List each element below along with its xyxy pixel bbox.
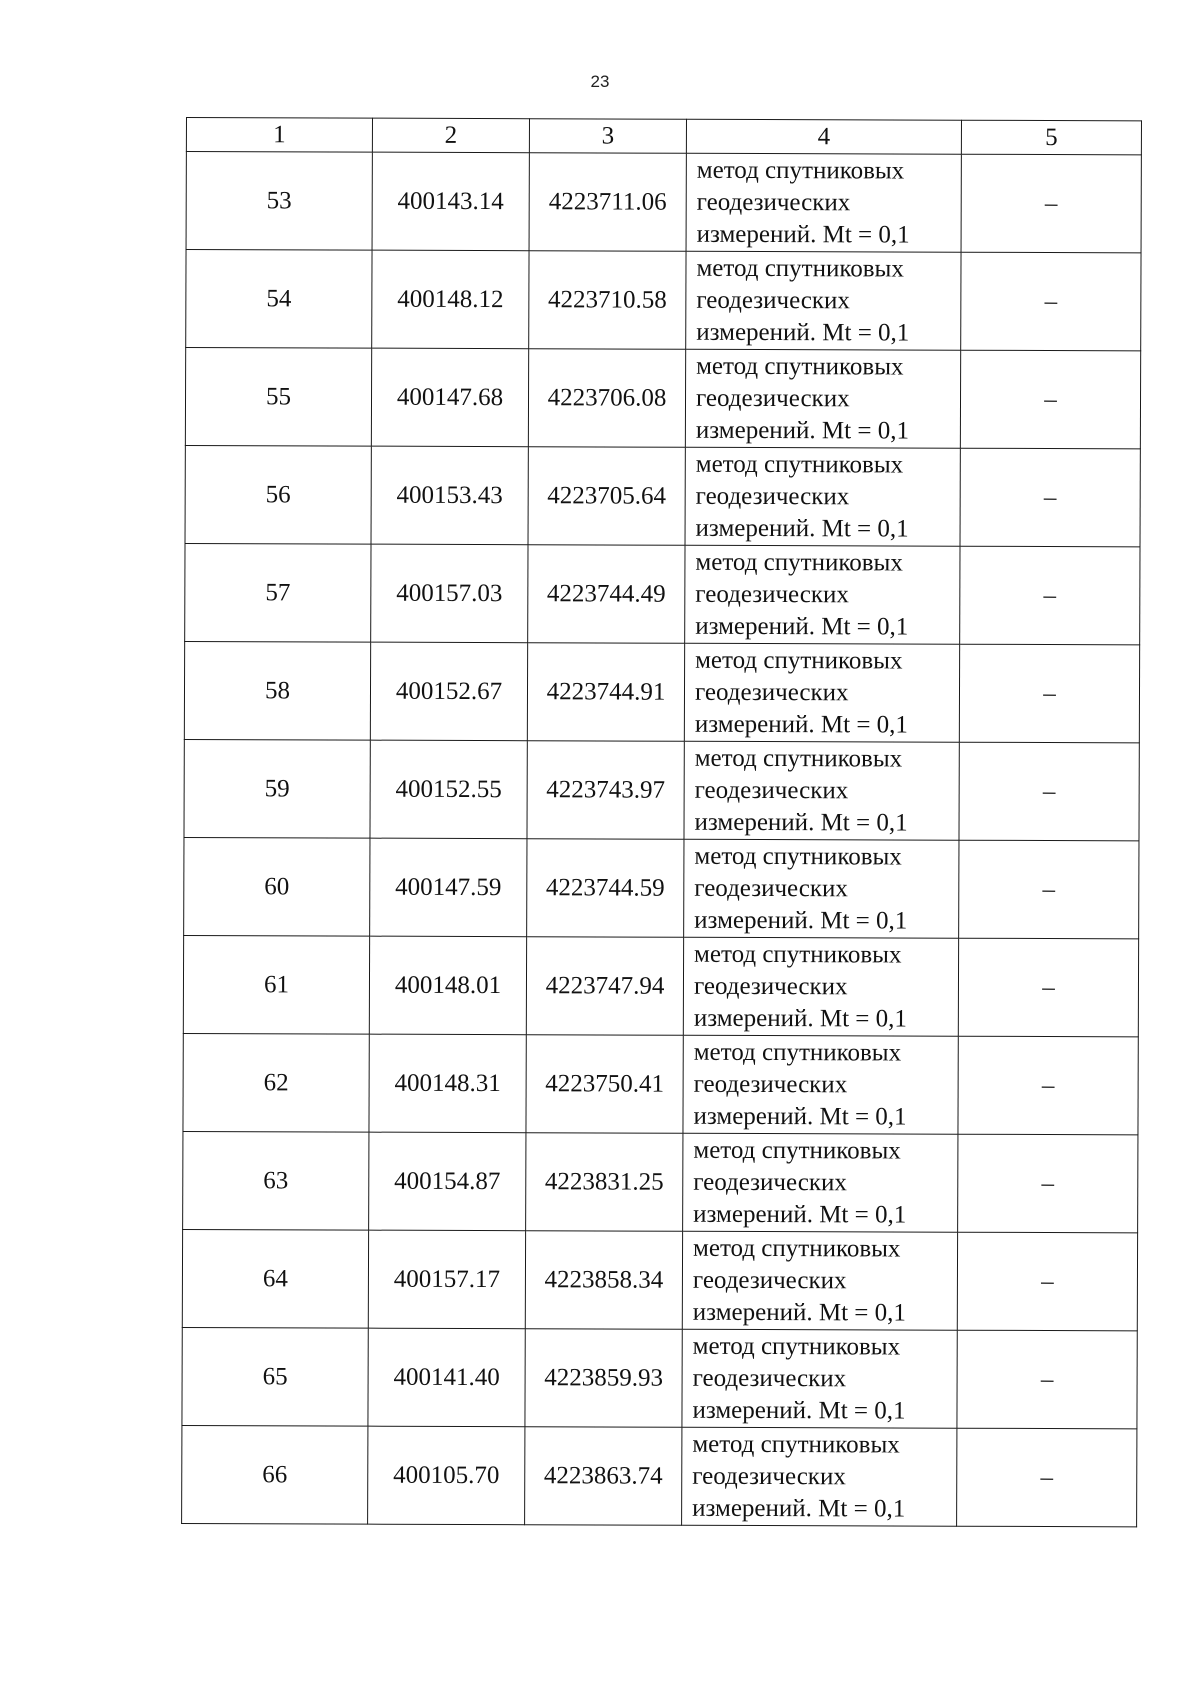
method-cell — [686, 153, 961, 252]
y-coordinate-cell: 4223744.91 — [527, 643, 684, 742]
note-cell: – — [958, 1134, 1138, 1233]
method-cell — [682, 1329, 957, 1428]
column-header: 2 — [372, 118, 529, 153]
method-cell — [683, 937, 958, 1036]
method-line: измерений. Mt = 0,1 — [695, 416, 910, 445]
method-line: метод спутниковых — [696, 352, 904, 381]
method-line: геодезических — [694, 776, 849, 804]
method-line: геодезических — [692, 1364, 847, 1392]
note-cell: – — [960, 448, 1140, 547]
method-line: геодезических — [692, 1266, 847, 1294]
point-number-cell: 58 — [184, 641, 370, 740]
x-coordinate-cell: 400157.03 — [371, 544, 528, 643]
x-coordinate-cell: 400152.67 — [370, 642, 527, 741]
method-line: измерений. Mt = 0,1 — [693, 1102, 907, 1131]
note-cell: – — [961, 252, 1141, 351]
method-line: геодезических — [693, 1070, 848, 1098]
column-header: 5 — [961, 120, 1141, 155]
x-coordinate-cell: 400147.68 — [371, 348, 528, 447]
y-coordinate-cell: 4223750.41 — [526, 1035, 683, 1134]
method-cell — [684, 839, 959, 938]
table-row — [186, 250, 1141, 351]
method-line: метод спутниковых — [695, 450, 904, 479]
table-row — [185, 445, 1140, 546]
method-line: метод спутниковых — [695, 548, 903, 577]
method-line: измерений. Mt = 0,1 — [692, 1298, 906, 1327]
point-number-cell: 62 — [183, 1033, 369, 1132]
method-cell — [683, 1035, 958, 1134]
note-cell: – — [957, 1232, 1137, 1331]
method-line: метод спутниковых — [696, 254, 904, 283]
method-line: метод спутниковых — [692, 1332, 901, 1361]
x-coordinate-cell: 400147.59 — [370, 838, 527, 937]
table-row — [185, 348, 1140, 449]
method-line: метод спутниковых — [693, 1136, 901, 1165]
point-number-cell: 65 — [182, 1327, 368, 1426]
method-line: метод спутниковых — [694, 940, 902, 969]
x-coordinate-cell: 400148.01 — [369, 936, 526, 1035]
y-coordinate-cell: 4223743.97 — [527, 741, 684, 840]
method-line: геодезических — [692, 1462, 846, 1490]
x-coordinate-cell: 400157.17 — [368, 1230, 525, 1329]
point-number-cell: 63 — [183, 1131, 369, 1230]
method-line: измерений. Mt = 0,1 — [695, 514, 909, 543]
column-header: 3 — [529, 119, 686, 154]
method-line: измерений. Mt = 0,1 — [694, 808, 908, 837]
note-cell: – — [961, 154, 1141, 253]
method-cell — [686, 251, 961, 350]
method-line: измерений. Mt = 0,1 — [695, 612, 909, 641]
method-line: измерений. Mt = 0,1 — [692, 1396, 906, 1425]
method-line: метод спутниковых — [695, 646, 903, 675]
note-cell: – — [960, 546, 1140, 645]
method-line: метод спутниковых — [693, 1234, 901, 1263]
x-coordinate-cell: 400141.40 — [368, 1328, 525, 1427]
note-cell: – — [957, 1428, 1137, 1527]
table-row — [186, 152, 1141, 253]
y-coordinate-cell: 4223831.25 — [526, 1133, 683, 1232]
y-coordinate-cell: 4223744.49 — [528, 545, 685, 644]
y-coordinate-cell: 4223711.06 — [529, 153, 686, 252]
coordinates-table — [181, 117, 1142, 1527]
table-row — [183, 1033, 1138, 1134]
method-line: метод спутниковых — [696, 156, 905, 185]
method-cell — [682, 1427, 957, 1526]
point-number-cell: 59 — [184, 739, 370, 838]
method-line: метод спутниковых — [694, 842, 902, 871]
column-header: 4 — [686, 119, 961, 154]
y-coordinate-cell: 4223705.64 — [528, 447, 685, 546]
table-row — [184, 837, 1139, 938]
table-row — [183, 935, 1138, 1036]
x-coordinate-cell: 400105.70 — [368, 1426, 525, 1525]
y-coordinate-cell: 4223747.94 — [526, 937, 683, 1036]
point-number-cell: 56 — [185, 445, 371, 544]
method-line: измерений. Mt = 0,1 — [696, 318, 910, 347]
note-cell: – — [960, 350, 1140, 449]
method-line: измерений. Mt = 0,1 — [696, 220, 910, 249]
page-number: 23 — [590, 72, 610, 91]
note-cell: – — [957, 1330, 1137, 1429]
method-line: геодезических — [693, 972, 848, 1000]
table-body — [182, 152, 1142, 1527]
method-line: геодезических — [694, 874, 848, 902]
y-coordinate-cell: 4223858.34 — [525, 1231, 682, 1330]
x-coordinate-cell: 400148.31 — [369, 1034, 526, 1133]
point-number-cell: 53 — [186, 152, 372, 251]
method-line: геодезических — [695, 580, 849, 608]
method-line: измерений. Mt = 0,1 — [692, 1494, 906, 1523]
column-header: 1 — [186, 118, 372, 153]
method-line: метод спутниковых — [692, 1430, 900, 1458]
method-line: измерений. Mt = 0,1 — [693, 1004, 907, 1033]
method-cell — [685, 447, 960, 546]
method-cell — [685, 545, 960, 644]
point-number-cell: 61 — [183, 935, 369, 1034]
table-row — [182, 1229, 1137, 1330]
y-coordinate-cell: 4223710.58 — [529, 251, 686, 350]
note-cell: – — [958, 1036, 1138, 1135]
table-row — [182, 1425, 1137, 1526]
method-cell — [685, 349, 960, 448]
method-line: измерений. Mt = 0,1 — [694, 906, 908, 935]
method-line: метод спутниковых — [694, 744, 903, 773]
method-line: геодезических — [693, 1168, 847, 1196]
method-line: геодезических — [695, 482, 850, 510]
x-coordinate-cell: 400148.12 — [372, 250, 529, 349]
x-coordinate-cell: 400152.55 — [370, 740, 527, 839]
method-line: геодезических — [695, 384, 850, 412]
y-coordinate-cell: 4223706.08 — [528, 349, 685, 448]
note-cell: – — [958, 938, 1138, 1037]
table-row — [182, 1327, 1137, 1428]
method-line: геодезических — [696, 188, 851, 216]
point-number-cell: 55 — [185, 348, 371, 447]
method-line: измерений. Mt = 0,1 — [693, 1200, 907, 1229]
x-coordinate-cell: 400143.14 — [372, 152, 529, 251]
point-number-cell: 57 — [185, 543, 371, 642]
point-number-cell: 66 — [182, 1425, 368, 1524]
x-coordinate-cell: 400154.87 — [369, 1132, 526, 1231]
note-cell: – — [959, 644, 1139, 743]
y-coordinate-cell: 4223863.74 — [525, 1427, 682, 1526]
method-line: геодезических — [696, 286, 851, 314]
table-header-row — [186, 118, 1141, 155]
note-cell: – — [959, 742, 1139, 841]
method-line: метод спутниковых — [693, 1038, 902, 1067]
point-number-cell: 64 — [182, 1229, 368, 1328]
method-line: измерений. Mt = 0,1 — [694, 710, 909, 739]
method-cell — [682, 1231, 957, 1330]
table-row — [183, 1131, 1138, 1232]
method-line: геодезических — [694, 678, 849, 706]
method-cell — [683, 1133, 958, 1232]
point-number-cell: 60 — [184, 837, 370, 936]
table-row — [185, 543, 1140, 644]
y-coordinate-cell: 4223859.93 — [525, 1329, 682, 1428]
note-cell: – — [959, 840, 1139, 939]
table-row — [184, 641, 1139, 742]
x-coordinate-cell: 400153.43 — [371, 446, 528, 545]
table-row — [184, 739, 1139, 840]
point-number-cell: 54 — [186, 250, 372, 349]
y-coordinate-cell: 4223744.59 — [527, 839, 684, 938]
method-cell — [684, 643, 959, 742]
method-cell — [684, 741, 959, 840]
